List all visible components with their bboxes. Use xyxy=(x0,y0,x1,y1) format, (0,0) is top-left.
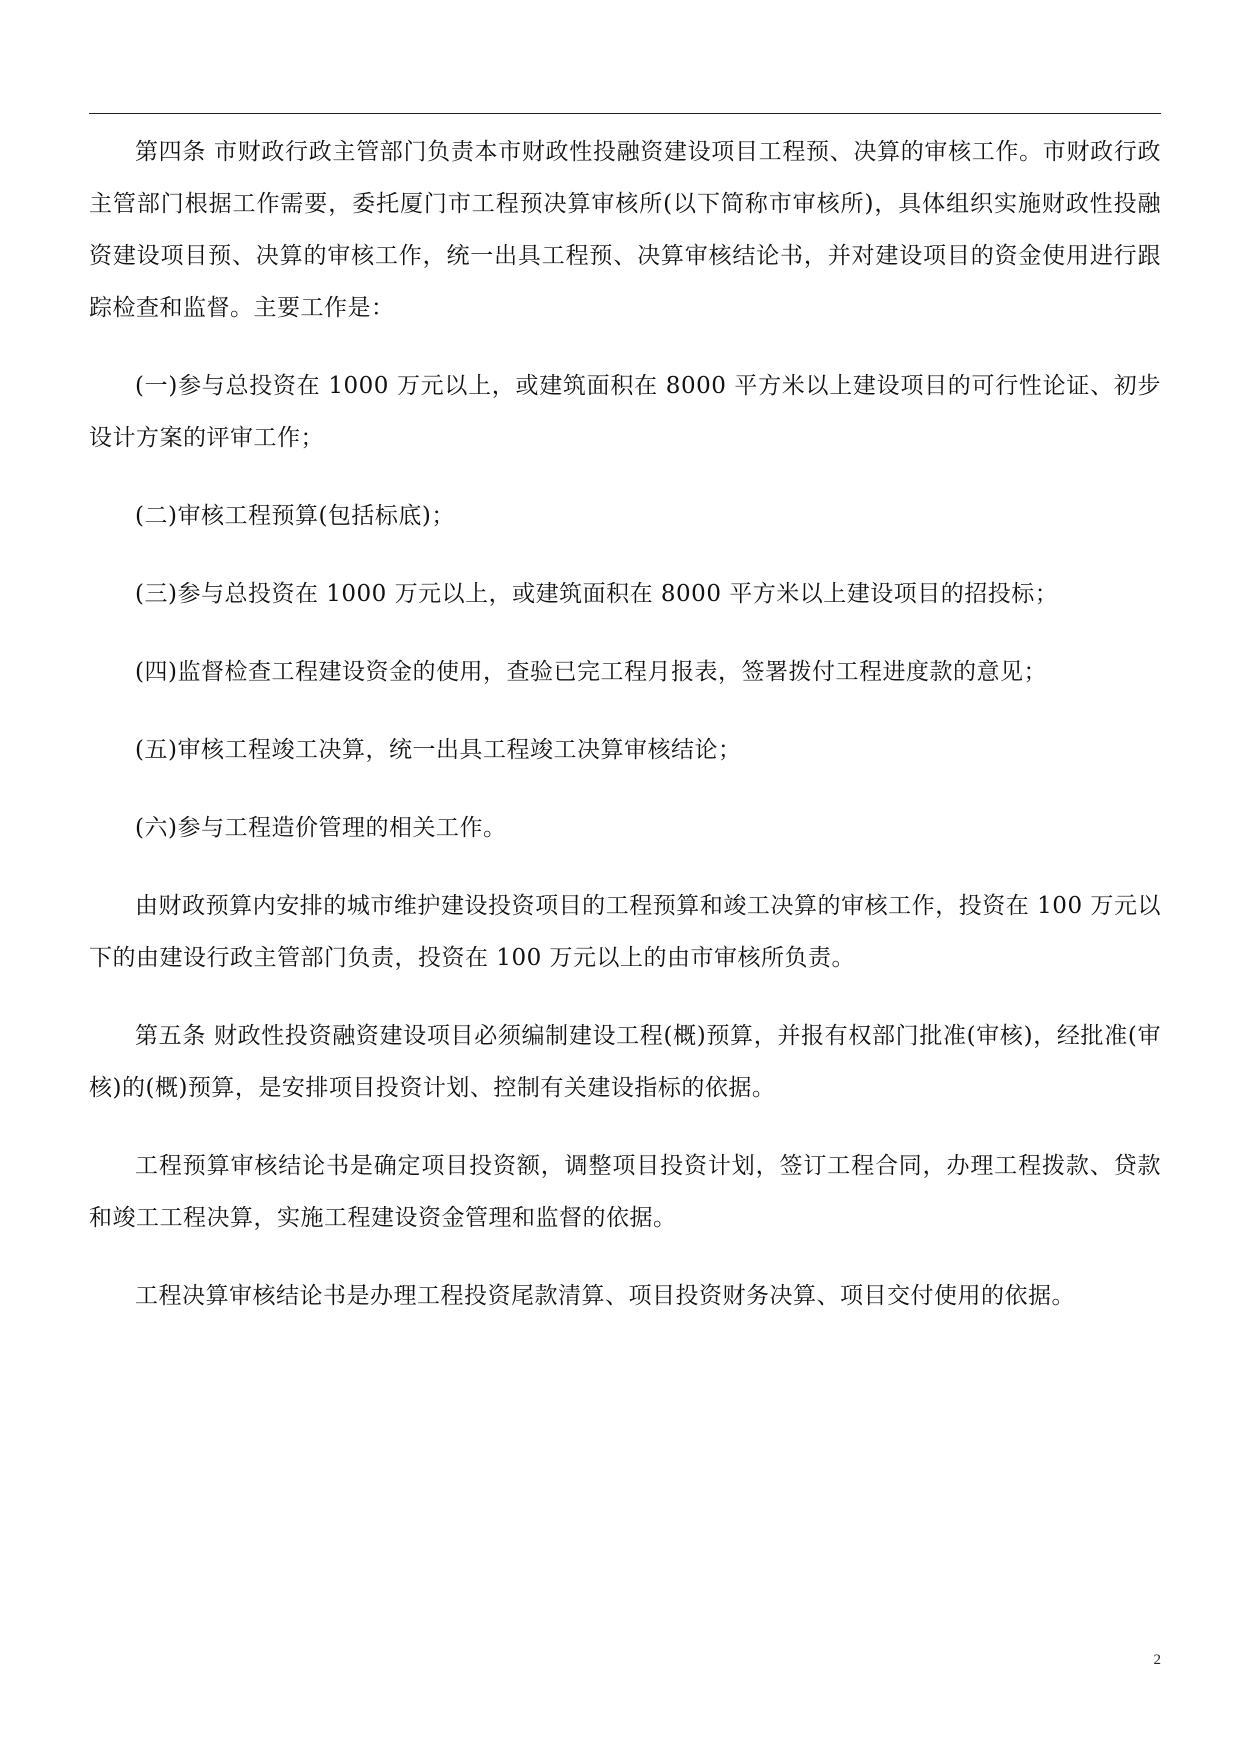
paragraph-article-5: 第五条 财政性投资融资建设项目必须编制建设工程(概)预算，并报有权部门批准(审核)，经批准(审核)的(概)预算，是安排项目投资计划、控制有关建设指标的依据。 xyxy=(89,1023,1161,1101)
paragraph-item-6: (六)参与工程造价管理的相关工作。 xyxy=(135,815,507,841)
paragraph-final-conclusion: 工程决算审核结论书是办理工程投资尾款清算、项目投资财务决算、项目交付使用的依据。 xyxy=(135,1283,1075,1309)
paragraph-item-4: (四)监督检查工程建设资金的使用，查验已完工程月报表，签署拨付工程进度款的意见； xyxy=(135,659,1047,685)
paragraph-item-5: (五)审核工程竣工决算，统一出具工程竣工决算审核结论； xyxy=(135,737,742,763)
document-body xyxy=(89,126,1161,1322)
paragraph-item-3: (三)参与总投资在 1000 万元以上，或建筑面积在 8000 平方米以上建设项目的招投标； xyxy=(135,581,1059,607)
paragraph-budget-conclusion: 工程预算审核结论书是确定项目投资额，调整项目投资计划，签订工程合同，办理工程拨款、贷款和竣工工程决算，实施工程建设资金管理和监督的依据。 xyxy=(89,1153,1161,1231)
header-rule xyxy=(89,113,1161,114)
page-number: 2 xyxy=(1153,1652,1161,1668)
paragraph-item-2: (二)审核工程预算(包括标底)； xyxy=(135,503,455,529)
paragraph-item-1: (一)参与总投资在 1000 万元以上，或建筑面积在 8000 平方米以上建设项目的可行性论证、初步设计方案的评审工作； xyxy=(89,373,1161,451)
paragraph-city-maintenance: 由财政预算内安排的城市维护建设投资项目的工程预算和竣工决算的审核工作，投资在 100 万元以下的由建设行政主管部门负责，投资在 100 万元以上的由市审核所负责。 xyxy=(89,893,1161,971)
paragraph-article-4: 第四条 市财政行政主管部门负责本市财政性投融资建设项目工程预、决算的审核工作。市财政行政主管部门根据工作需要，委托厦门市工程预决算审核所(以下简称市审核所)，具体组织实施财政性投融资建设项目预、决算的审核工作，统一出具工程预、决算审核结论书，并对建设项目的资金使用进行跟踪检查和监督。主要工作是： xyxy=(89,139,1161,321)
